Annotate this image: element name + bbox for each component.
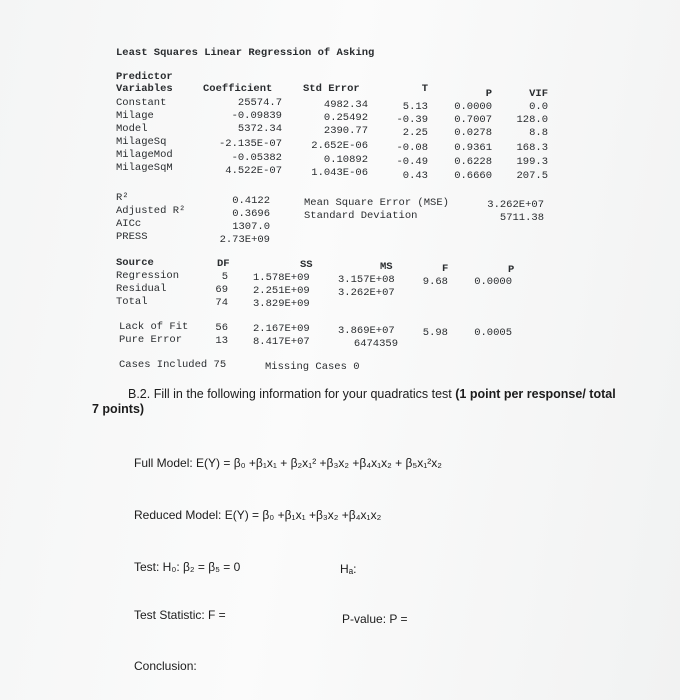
anova-df: 74 [215, 297, 228, 309]
mse-label: Mean Square Error (MSE) [304, 197, 449, 209]
row-label: Constant [116, 97, 167, 109]
anova-f: 9.68 [422, 276, 448, 288]
cell-p: 0.0278 [454, 127, 492, 139]
sd-label: Standard Deviation [304, 210, 418, 222]
anova-header-source: Source [116, 257, 154, 269]
anova-header-df: DF [217, 258, 230, 270]
row-label: Milage [116, 110, 154, 122]
cases-included: Cases Included 75 [119, 359, 227, 371]
cell-std-error: 0.25492 [323, 112, 368, 124]
col-header-predictor: Predictor Variables [116, 71, 173, 95]
cell-p: 0.0000 [454, 101, 492, 113]
question-bold: (1 point per response/ total [455, 387, 616, 401]
col-header-p: P [485, 88, 492, 100]
cell-vif: 207.5 [516, 170, 548, 182]
cell-vif: 8.8 [529, 127, 548, 139]
cell-coefficient: 25574.7 [237, 97, 282, 109]
anova-df: 13 [215, 335, 228, 347]
cell-std-error: 0.10892 [323, 154, 368, 166]
anova-source: Residual [116, 283, 167, 295]
output-title: Least Squares Linear Regression of Asking [116, 47, 375, 59]
col-header-t: T [421, 83, 428, 95]
anova-p: 0.0000 [474, 276, 512, 288]
anova-source: Total [116, 296, 148, 308]
anova-source: Regression [116, 270, 180, 282]
test-h0: Test: H₀: β₂ = β₅ = 0 [134, 560, 241, 574]
anova-source: Pure Error [119, 334, 183, 346]
cell-vif: 168.3 [516, 142, 548, 154]
p-value: P-value: P = [342, 612, 408, 626]
question-line-1 [128, 387, 616, 401]
cell-t: -0.49 [396, 156, 428, 168]
cell-coefficient: 4.522E-07 [225, 165, 282, 177]
anova-ss: 8.417E+07 [253, 336, 310, 348]
cell-vif: 199.3 [516, 156, 548, 168]
anova-source: Lack of Fit [119, 321, 189, 333]
cell-t: -0.08 [396, 142, 428, 154]
anova-ms: 3.869E+07 [338, 325, 395, 337]
question-prefix: B.2. Fill in the following information for your quadratics test [128, 387, 456, 401]
cell-std-error: 2.652E-06 [311, 140, 368, 152]
cell-coefficient: -0.05382 [231, 152, 282, 164]
anova-df: 69 [215, 284, 228, 296]
conclusion: Conclusion: [134, 659, 197, 673]
test-statistic: Test Statistic: F = [134, 608, 226, 622]
cell-p: 0.7007 [454, 114, 492, 126]
row-label: MilageMod [116, 149, 173, 161]
anova-df: 5 [221, 271, 228, 283]
anova-p: 0.0005 [474, 327, 512, 339]
anova-f: 5.98 [422, 327, 448, 339]
cell-p: 0.9361 [454, 142, 492, 154]
cell-t: 2.25 [402, 127, 428, 139]
missing-cases: Missing Cases 0 [265, 361, 360, 373]
test-ha: Hₐ: [340, 562, 357, 576]
cell-std-error: 1.043E-06 [311, 167, 368, 179]
stat-value-r2: 0.4122 [232, 195, 270, 207]
cell-t: 0.43 [402, 170, 428, 182]
row-label: MilageSqM [116, 162, 173, 174]
col-header-coefficient: Coefficient [203, 83, 273, 95]
cell-std-error: 2390.77 [323, 125, 368, 137]
cell-vif: 128.0 [516, 114, 548, 126]
cell-t: 5.13 [402, 101, 428, 113]
anova-ss: 1.578E+09 [253, 272, 310, 284]
stat-label-adj-r2: Adjusted R² [116, 205, 186, 217]
cell-coefficient: -0.09839 [231, 110, 282, 122]
anova-ss: 2.251E+09 [253, 285, 310, 297]
stat-label-press: PRESS [116, 231, 148, 243]
col-header-std-error: Std Error [303, 83, 360, 95]
question-line-2: 7 points) [92, 402, 145, 416]
anova-ss: 2.167E+09 [253, 323, 310, 335]
cell-p: 0.6228 [454, 156, 492, 168]
anova-header-f: F [442, 263, 449, 275]
full-model: Full Model: E(Y) = β₀ +β₁x₁ + β₂x₁² +β₃x₂ +β₄x₁x₂ + β₅x₁²x₂ [134, 456, 442, 470]
stat-value-adj-r2: 0.3696 [232, 208, 270, 220]
anova-ms: 6474359 [353, 338, 398, 350]
cell-t: -0.39 [396, 114, 428, 126]
reduced-model: Reduced Model: E(Y) = β₀ +β₁x₁ +β₃x₂ +β₄x₁x₂ [134, 508, 382, 522]
cell-p: 0.6660 [454, 170, 492, 182]
anova-ms: 3.262E+07 [338, 287, 395, 299]
anova-header-ss: SS [300, 259, 313, 271]
anova-header-ms: MS [380, 261, 393, 273]
stat-value-press: 2.73E+09 [219, 234, 270, 246]
anova-df: 56 [215, 322, 228, 334]
stat-label-r2: R² [116, 192, 129, 204]
stat-value-aicc: 1307.0 [232, 221, 270, 233]
anova-header-p: P [508, 264, 515, 276]
col-header-vif: VIF [529, 88, 548, 100]
sd-value: 5711.38 [499, 212, 544, 224]
anova-ms: 3.157E+08 [338, 274, 395, 286]
cell-std-error: 4982.34 [323, 99, 368, 111]
stat-label-aicc: AICc [116, 218, 142, 230]
cell-coefficient: 5372.34 [237, 123, 282, 135]
row-label: MilageSq [116, 136, 167, 148]
cell-coefficient: -2.135E-07 [218, 138, 282, 150]
cell-vif: 0.0 [529, 101, 548, 113]
anova-ss: 3.829E+09 [253, 298, 310, 310]
mse-value: 3.262E+07 [487, 199, 544, 211]
row-label: Model [116, 123, 148, 135]
